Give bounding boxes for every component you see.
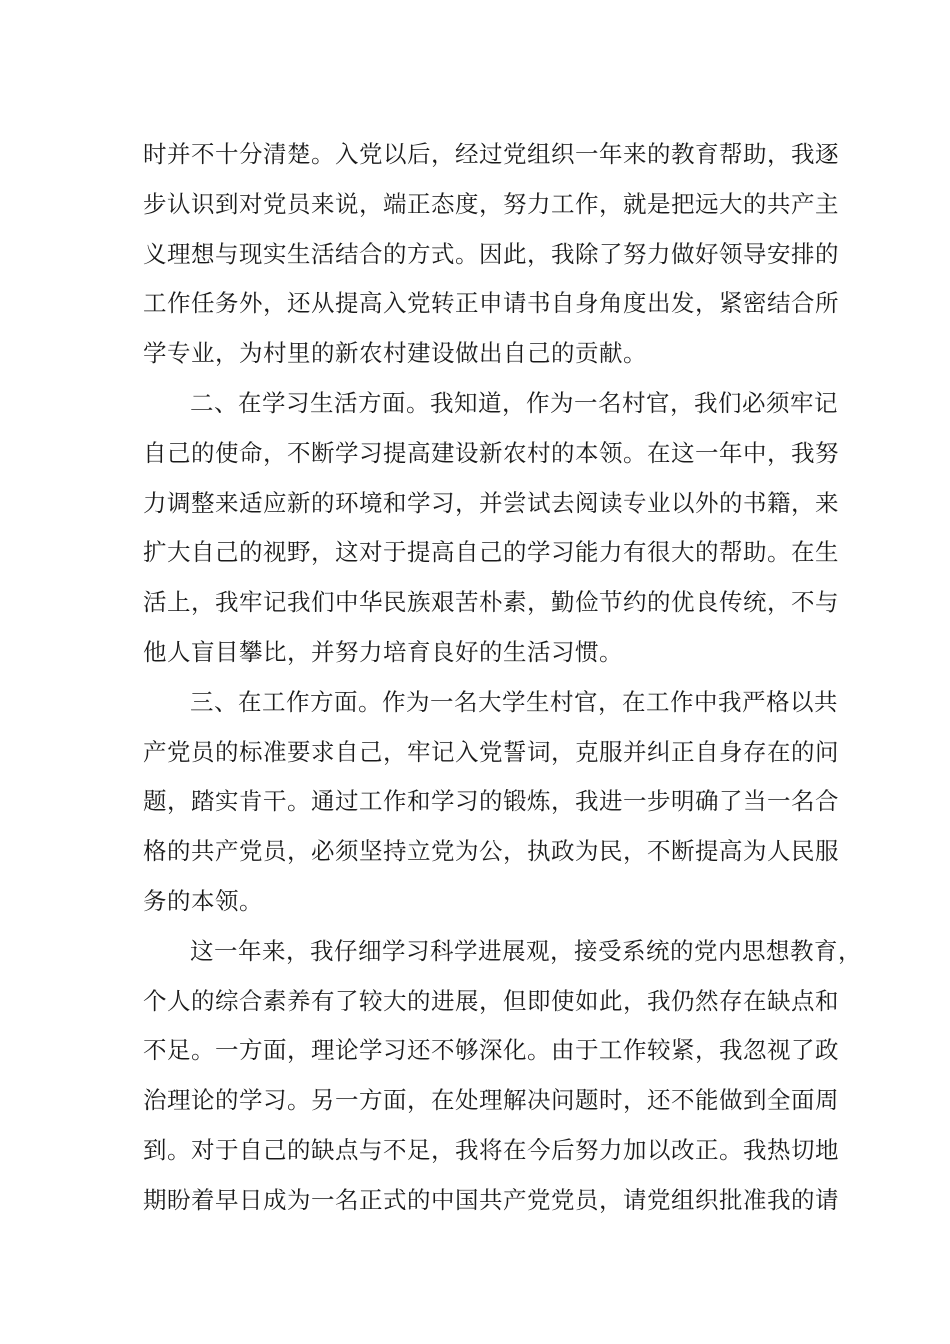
- text-line: 时并不十分清楚。入党以后，经过党组织一年来的教育帮助，我逐: [143, 140, 839, 168]
- text-line: 治理论的学习。另一方面，在处理解决问题时，还不能做到全面周: [143, 1086, 839, 1115]
- text-line: 力调整来适应新的环境和学习，并尝试去阅读专业以外的书籍，来: [143, 488, 839, 517]
- text-line: 到。对于自己的缺点与不足，我将在今后努力加以改正。我热切地: [143, 1135, 839, 1164]
- text-line: 自己的使命，不断学习提高建设新农村的本领。在这一年中，我努: [143, 438, 839, 467]
- text-line: 学专业，为村里的新农村建设做出自己的贡献。: [143, 339, 647, 368]
- text-line: 他人盲目攀比，并努力培育良好的生活习惯。: [143, 637, 623, 666]
- text-line: 务的本领。: [143, 886, 263, 915]
- text-line: 义理想与现实生活结合的方式。因此，我除了努力做好领导安排的: [143, 239, 839, 268]
- document-body: [143, 130, 862, 1226]
- text-line: 格的共产党员，必须坚持立党为公，执政为民，不断提高为人民服: [143, 837, 839, 866]
- text-line: 扩大自己的视野，这对于提高自己的学习能力有很大的帮助。在生: [143, 538, 839, 567]
- text-line: 个人的综合素养有了较大的进展，但即使如此，我仍然存在缺点和: [143, 986, 839, 1015]
- text-line: 产党员的标准要求自己，牢记入党誓词，克服并纠正自身存在的问: [143, 737, 839, 766]
- paragraph-start-line: 二、在学习生活方面。我知道，作为一名村官，我们必须牢记: [190, 388, 838, 417]
- text-line: 工作任务外，还从提高入党转正申请书自身角度出发，紧密结合所: [143, 289, 839, 318]
- text-line: 活上，我牢记我们中华民族艰苦朴素，勤俭节约的优良传统，不与: [143, 588, 839, 617]
- paragraph-start-line: 这一年来，我仔细学习科学进展观，接受系统的党内思想教育，: [190, 936, 862, 965]
- text-line: 步认识到对党员来说，端正态度，努力工作，就是把远大的共产主: [143, 189, 839, 218]
- text-line: 题，踏实肯干。通过工作和学习的锻炼，我进一步明确了当一名合: [143, 787, 839, 816]
- text-line: 期盼着早日成为一名正式的中国共产党党员，请党组织批准我的请: [143, 1185, 839, 1214]
- paragraph-start-line: 三、在工作方面。作为一名大学生村官，在工作中我严格以共: [190, 687, 838, 716]
- text-line: 不足。一方面，理论学习还不够深化。由于工作较紧，我忽视了政: [143, 1036, 839, 1065]
